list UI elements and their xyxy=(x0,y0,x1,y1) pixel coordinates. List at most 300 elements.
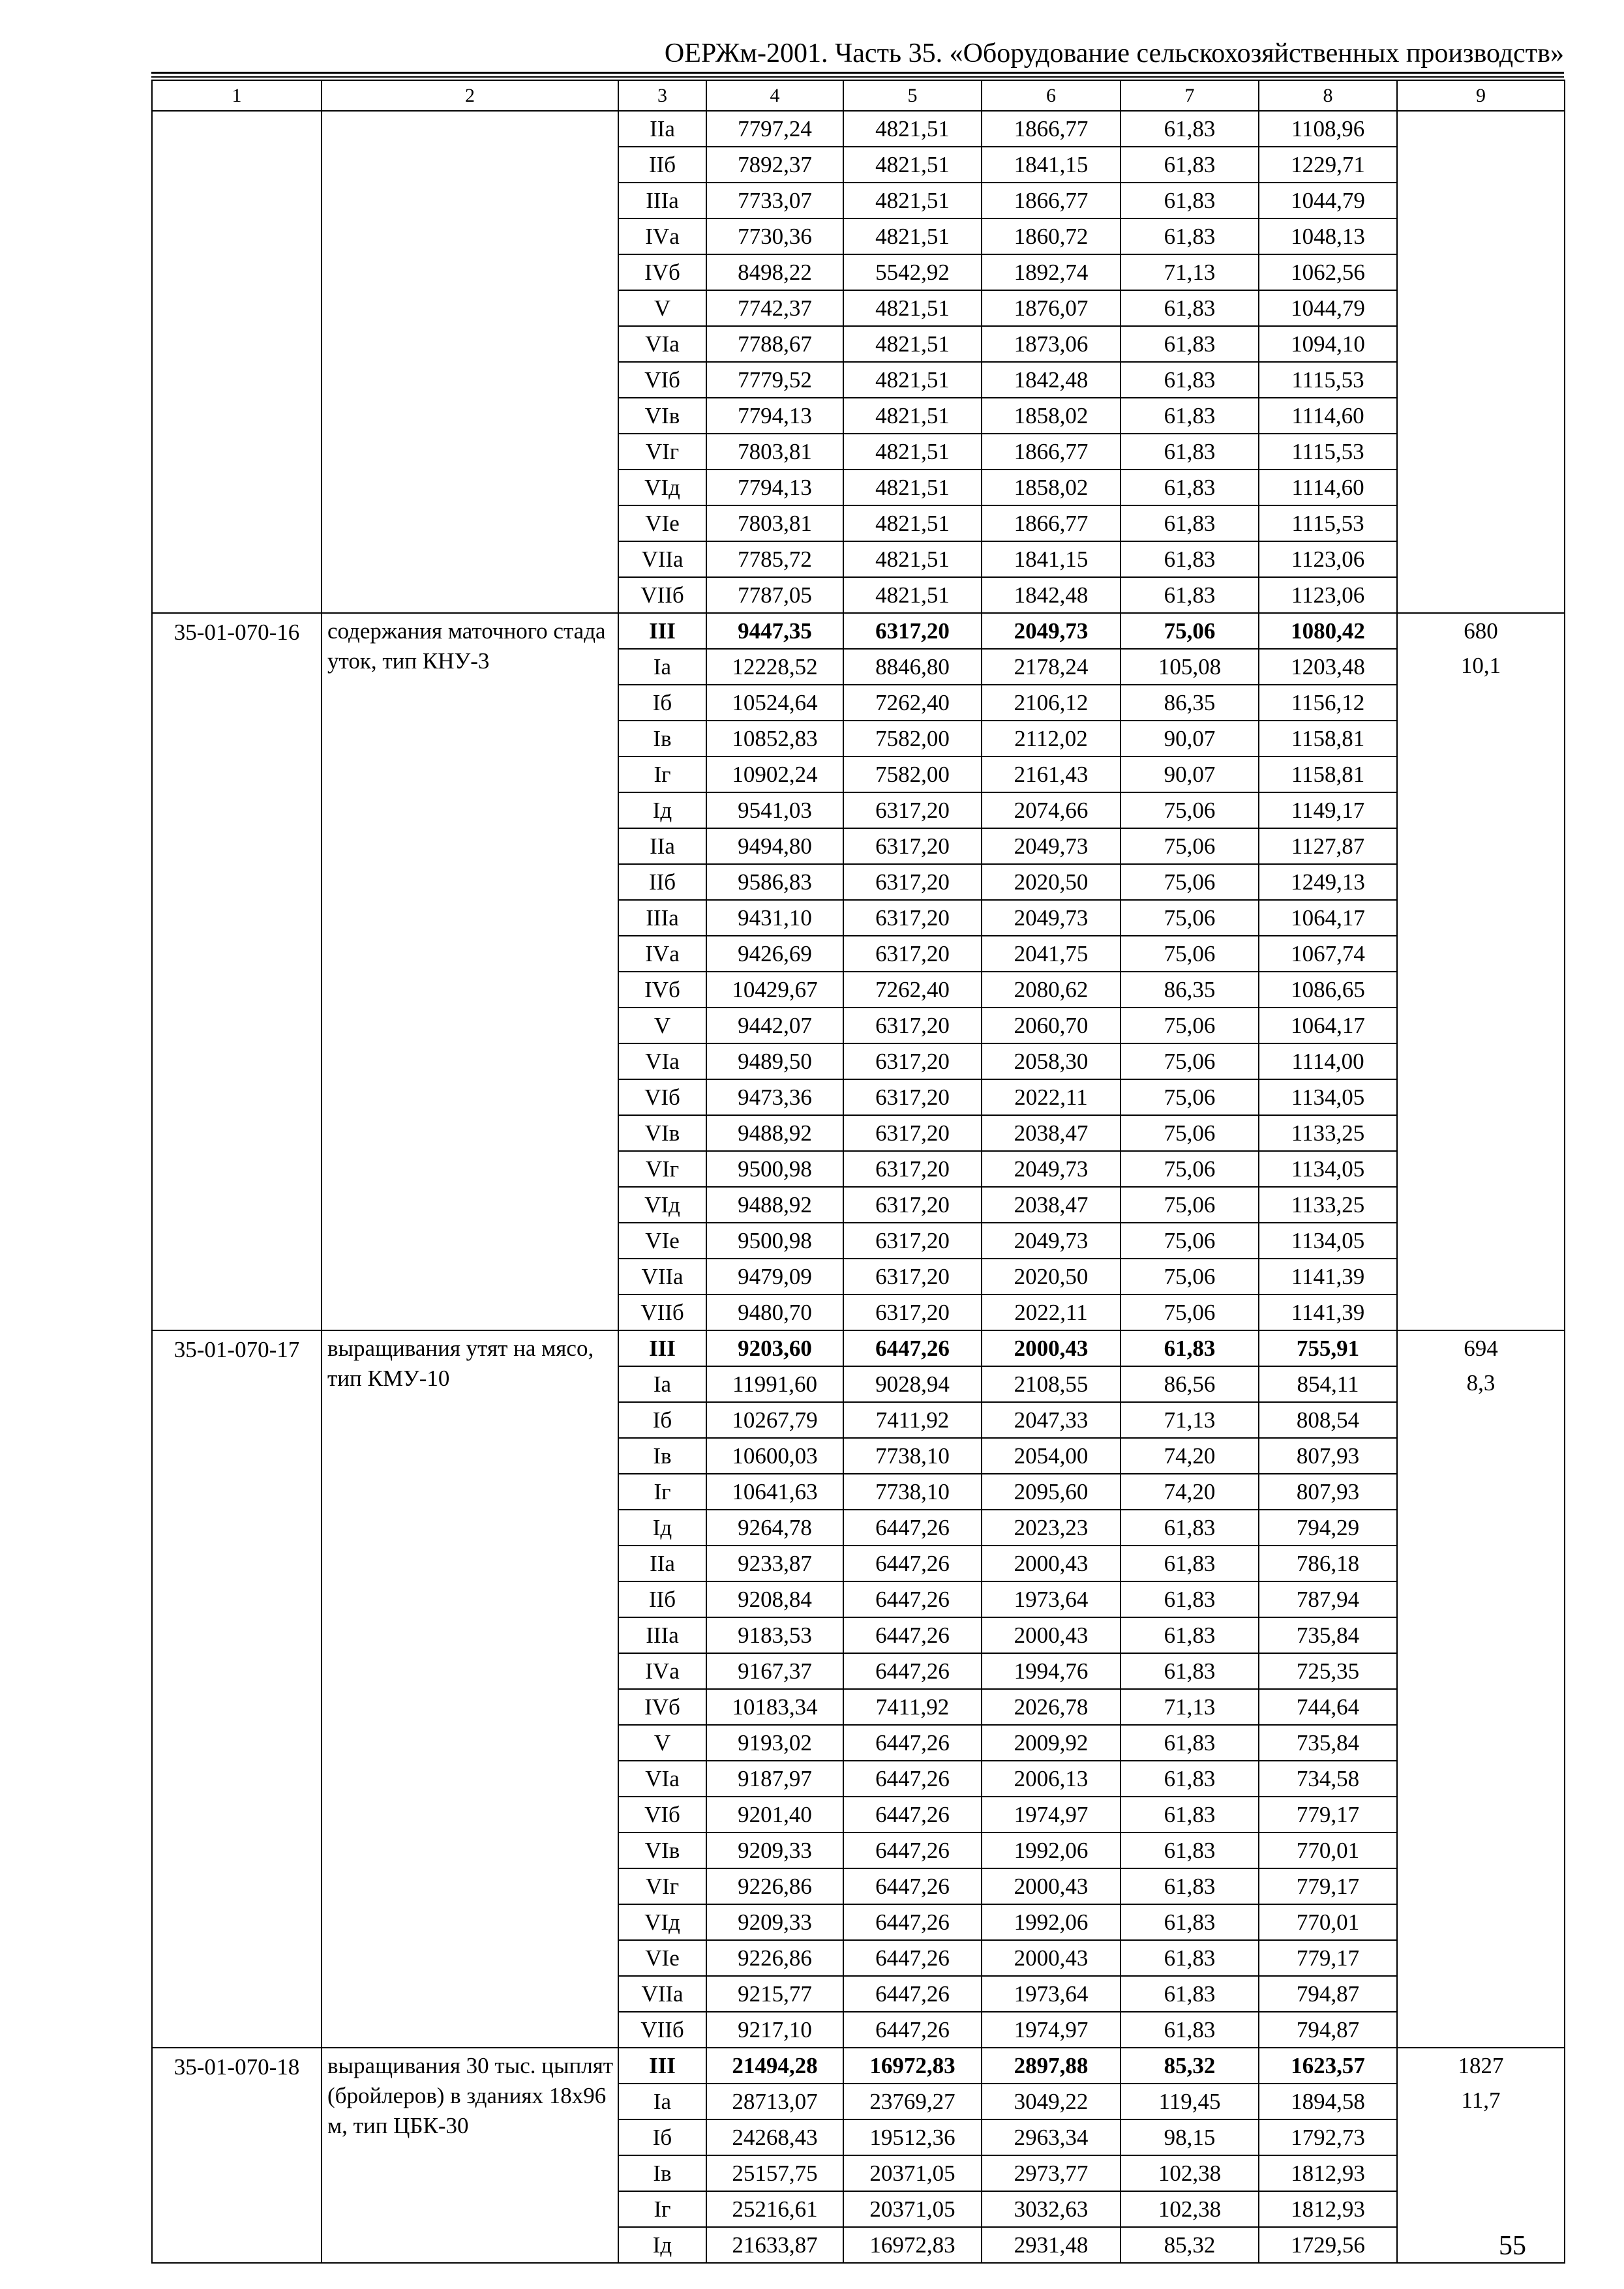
wage-machinist-cell: 61,83 xyxy=(1120,1940,1259,1976)
total-cell: 10600,03 xyxy=(706,1438,843,1474)
column-number: 7 xyxy=(1120,80,1259,111)
wage-machinist-cell: 61,83 xyxy=(1120,290,1259,326)
wage-cell: 20371,05 xyxy=(843,2191,982,2227)
zone-cell: VIIб xyxy=(618,2012,706,2048)
material-cell: 725,35 xyxy=(1259,1653,1397,1689)
machine-cell: 2049,73 xyxy=(982,828,1120,864)
wage-machinist-cell: 86,35 xyxy=(1120,685,1259,721)
column-number: 3 xyxy=(618,80,706,111)
machine-cell: 2026,78 xyxy=(982,1689,1120,1725)
material-cell: 1123,06 xyxy=(1259,541,1397,577)
wage-cell: 6317,20 xyxy=(843,900,982,936)
material-cell: 794,87 xyxy=(1259,1976,1397,2012)
machine-cell: 2041,75 xyxy=(982,936,1120,972)
zone-cell: Iб xyxy=(618,1402,706,1438)
zone-cell: Iа xyxy=(618,1366,706,1402)
material-cell: 770,01 xyxy=(1259,1904,1397,1940)
table-row xyxy=(152,613,1565,649)
extra-value: 1827 xyxy=(1458,2053,1504,2078)
total-cell: 7794,13 xyxy=(706,470,843,505)
wage-machinist-cell: 75,06 xyxy=(1120,1294,1259,1330)
extra-value: 694 xyxy=(1464,1336,1498,1361)
total-cell: 9479,09 xyxy=(706,1259,843,1294)
total-cell: 9473,36 xyxy=(706,1079,843,1115)
header-rule-thin xyxy=(151,76,1564,78)
wage-cell: 4821,51 xyxy=(843,290,982,326)
wage-cell: 6447,26 xyxy=(843,2012,982,2048)
zone-cell: IIа xyxy=(618,828,706,864)
wage-cell: 6447,26 xyxy=(843,1330,982,1366)
wage-cell: 4821,51 xyxy=(843,541,982,577)
wage-machinist-cell: 61,83 xyxy=(1120,1581,1259,1617)
machine-cell: 2060,70 xyxy=(982,1008,1120,1043)
material-cell: 794,29 xyxy=(1259,1510,1397,1546)
material-cell: 1149,17 xyxy=(1259,792,1397,828)
material-cell: 794,87 xyxy=(1259,2012,1397,2048)
machine-cell: 2963,34 xyxy=(982,2119,1120,2155)
machine-cell: 1973,64 xyxy=(982,1976,1120,2012)
wage-cell: 4821,51 xyxy=(843,218,982,254)
material-cell: 1158,81 xyxy=(1259,756,1397,792)
machine-cell: 1866,77 xyxy=(982,183,1120,218)
total-cell: 21494,28 xyxy=(706,2048,843,2084)
material-cell: 1086,65 xyxy=(1259,972,1397,1008)
material-cell: 1114,60 xyxy=(1259,398,1397,434)
wage-machinist-cell: 75,06 xyxy=(1120,828,1259,864)
wage-cell: 6317,20 xyxy=(843,1259,982,1294)
zone-cell: VIа xyxy=(618,326,706,362)
wage-machinist-cell: 61,83 xyxy=(1120,1653,1259,1689)
material-cell: 1044,79 xyxy=(1259,183,1397,218)
material-cell: 1115,53 xyxy=(1259,505,1397,541)
wage-cell: 6447,26 xyxy=(843,1868,982,1904)
material-cell: 1044,79 xyxy=(1259,290,1397,326)
total-cell: 10852,83 xyxy=(706,721,843,756)
material-cell: 1812,93 xyxy=(1259,2155,1397,2191)
machine-cell: 2058,30 xyxy=(982,1043,1120,1079)
total-cell: 24268,43 xyxy=(706,2119,843,2155)
machine-cell: 2000,43 xyxy=(982,1546,1120,1581)
wage-machinist-cell: 61,83 xyxy=(1120,362,1259,398)
wage-machinist-cell: 71,13 xyxy=(1120,254,1259,290)
wage-machinist-cell: 102,38 xyxy=(1120,2191,1259,2227)
description-cell: содержания маточного стада уток, тип КНУ-3 xyxy=(322,613,618,1330)
zone-cell: VIд xyxy=(618,1187,706,1223)
code-cell: 35-01-070-17 xyxy=(152,1330,322,2048)
wage-machinist-cell: 61,83 xyxy=(1120,398,1259,434)
wage-cell: 19512,36 xyxy=(843,2119,982,2155)
machine-cell: 2000,43 xyxy=(982,1940,1120,1976)
wage-machinist-cell: 61,83 xyxy=(1120,1904,1259,1940)
table-body xyxy=(152,80,1565,2263)
total-cell: 9500,98 xyxy=(706,1151,843,1187)
material-cell: 807,93 xyxy=(1259,1438,1397,1474)
total-cell: 9488,92 xyxy=(706,1115,843,1151)
wage-cell: 6317,20 xyxy=(843,1294,982,1330)
machine-cell: 2080,62 xyxy=(982,972,1120,1008)
extra-cell xyxy=(1397,111,1565,613)
machine-cell: 2112,02 xyxy=(982,721,1120,756)
machine-cell: 2006,13 xyxy=(982,1761,1120,1797)
wage-machinist-cell: 61,83 xyxy=(1120,1330,1259,1366)
description-cell: выращивания утят на мясо, тип КМУ-10 xyxy=(322,1330,618,2048)
machine-cell: 2020,50 xyxy=(982,864,1120,900)
zone-cell: Iа xyxy=(618,649,706,685)
machine-cell: 2000,43 xyxy=(982,1330,1120,1366)
material-cell: 1080,42 xyxy=(1259,613,1397,649)
machine-cell: 2022,11 xyxy=(982,1294,1120,1330)
extra-value: 10,1 xyxy=(1460,653,1501,678)
material-cell: 1156,12 xyxy=(1259,685,1397,721)
total-cell: 9442,07 xyxy=(706,1008,843,1043)
extra-value: 11,7 xyxy=(1461,2087,1501,2113)
total-cell: 10267,79 xyxy=(706,1402,843,1438)
total-cell: 25216,61 xyxy=(706,2191,843,2227)
wage-machinist-cell: 61,83 xyxy=(1120,434,1259,470)
zone-cell: VIа xyxy=(618,1761,706,1797)
total-cell: 10902,24 xyxy=(706,756,843,792)
wage-machinist-cell: 75,06 xyxy=(1120,864,1259,900)
zone-cell: VIа xyxy=(618,1043,706,1079)
wage-cell: 7582,00 xyxy=(843,721,982,756)
machine-cell: 1866,77 xyxy=(982,434,1120,470)
material-cell: 1114,00 xyxy=(1259,1043,1397,1079)
zone-cell: Iд xyxy=(618,1510,706,1546)
wage-cell: 4821,51 xyxy=(843,147,982,183)
total-cell: 9586,83 xyxy=(706,864,843,900)
column-number: 1 xyxy=(152,80,322,111)
machine-cell: 2897,88 xyxy=(982,2048,1120,2084)
zone-cell: IIIа xyxy=(618,1617,706,1653)
material-cell: 1134,05 xyxy=(1259,1151,1397,1187)
machine-cell: 3032,63 xyxy=(982,2191,1120,2227)
zone-cell: VIг xyxy=(618,1151,706,1187)
zone-cell: VIб xyxy=(618,362,706,398)
material-cell: 808,54 xyxy=(1259,1402,1397,1438)
zone-cell: VIб xyxy=(618,1079,706,1115)
zone-cell: V xyxy=(618,290,706,326)
wage-cell: 6447,26 xyxy=(843,1510,982,1546)
wage-cell: 6447,26 xyxy=(843,1581,982,1617)
wage-cell: 6317,20 xyxy=(843,1043,982,1079)
wage-cell: 7738,10 xyxy=(843,1474,982,1510)
wage-machinist-cell: 86,56 xyxy=(1120,1366,1259,1402)
machine-cell: 2000,43 xyxy=(982,1617,1120,1653)
machine-cell: 2074,66 xyxy=(982,792,1120,828)
total-cell: 21633,87 xyxy=(706,2227,843,2263)
wage-machinist-cell: 75,06 xyxy=(1120,1259,1259,1294)
machine-cell: 1992,06 xyxy=(982,1904,1120,1940)
zone-cell: Iв xyxy=(618,1438,706,1474)
total-cell: 7785,72 xyxy=(706,541,843,577)
wage-cell: 7262,40 xyxy=(843,685,982,721)
zone-cell: IIIа xyxy=(618,183,706,218)
machine-cell: 2022,11 xyxy=(982,1079,1120,1115)
wage-machinist-cell: 61,83 xyxy=(1120,1510,1259,1546)
extra-value: 680 xyxy=(1464,618,1498,644)
machine-cell: 2049,73 xyxy=(982,900,1120,936)
total-cell: 9447,35 xyxy=(706,613,843,649)
machine-cell: 2095,60 xyxy=(982,1474,1120,1510)
wage-cell: 4821,51 xyxy=(843,577,982,613)
zone-cell: III xyxy=(618,1330,706,1366)
total-cell: 12228,52 xyxy=(706,649,843,685)
material-cell: 787,94 xyxy=(1259,1581,1397,1617)
wage-machinist-cell: 61,83 xyxy=(1120,2012,1259,2048)
total-cell: 9193,02 xyxy=(706,1725,843,1761)
total-cell: 10641,63 xyxy=(706,1474,843,1510)
material-cell: 1094,10 xyxy=(1259,326,1397,362)
total-cell: 7733,07 xyxy=(706,183,843,218)
zone-cell: IVб xyxy=(618,972,706,1008)
wage-machinist-cell: 75,06 xyxy=(1120,792,1259,828)
machine-cell: 2038,47 xyxy=(982,1115,1120,1151)
wage-machinist-cell: 61,83 xyxy=(1120,1868,1259,1904)
material-cell: 1134,05 xyxy=(1259,1223,1397,1259)
machine-cell: 2023,23 xyxy=(982,1510,1120,1546)
material-cell: 779,17 xyxy=(1259,1868,1397,1904)
total-cell: 11991,60 xyxy=(706,1366,843,1402)
zone-cell: VIе xyxy=(618,505,706,541)
wage-machinist-cell: 61,83 xyxy=(1120,326,1259,362)
zone-cell: VIг xyxy=(618,434,706,470)
wage-cell: 6317,20 xyxy=(843,1008,982,1043)
wage-cell: 4821,51 xyxy=(843,183,982,218)
wage-cell: 9028,94 xyxy=(843,1366,982,1402)
machine-cell: 1892,74 xyxy=(982,254,1120,290)
material-cell: 779,17 xyxy=(1259,1797,1397,1833)
machine-cell: 2178,24 xyxy=(982,649,1120,685)
wage-cell: 6317,20 xyxy=(843,1151,982,1187)
wage-cell: 5542,92 xyxy=(843,254,982,290)
machine-cell: 2106,12 xyxy=(982,685,1120,721)
table-row xyxy=(152,2048,1565,2084)
machine-cell: 2049,73 xyxy=(982,613,1120,649)
wage-machinist-cell: 102,38 xyxy=(1120,2155,1259,2191)
machine-cell: 2049,73 xyxy=(982,1151,1120,1187)
machine-cell: 2108,55 xyxy=(982,1366,1120,1402)
wage-machinist-cell: 61,83 xyxy=(1120,1976,1259,2012)
machine-cell: 2049,73 xyxy=(982,1223,1120,1259)
wage-cell: 23769,27 xyxy=(843,2084,982,2119)
wage-cell: 7411,92 xyxy=(843,1689,982,1725)
zone-cell: V xyxy=(618,1725,706,1761)
wage-machinist-cell: 75,06 xyxy=(1120,1187,1259,1223)
zone-cell: Iд xyxy=(618,2227,706,2263)
wage-cell: 6317,20 xyxy=(843,613,982,649)
zone-cell: Iв xyxy=(618,721,706,756)
zone-cell: Iб xyxy=(618,2119,706,2155)
material-cell: 1623,57 xyxy=(1259,2048,1397,2084)
wage-machinist-cell: 74,20 xyxy=(1120,1438,1259,1474)
zone-cell: VIв xyxy=(618,398,706,434)
zone-cell: III xyxy=(618,2048,706,2084)
wage-cell: 7582,00 xyxy=(843,756,982,792)
machine-cell: 1841,15 xyxy=(982,541,1120,577)
machine-cell: 1876,07 xyxy=(982,290,1120,326)
zone-cell: VIв xyxy=(618,1115,706,1151)
material-cell: 755,91 xyxy=(1259,1330,1397,1366)
table-row xyxy=(152,1330,1565,1366)
wage-cell: 8846,80 xyxy=(843,649,982,685)
machine-cell: 1842,48 xyxy=(982,577,1120,613)
wage-machinist-cell: 61,83 xyxy=(1120,505,1259,541)
wage-machinist-cell: 75,06 xyxy=(1120,1223,1259,1259)
zone-cell: IIа xyxy=(618,111,706,147)
total-cell: 9187,97 xyxy=(706,1761,843,1797)
material-cell: 1108,96 xyxy=(1259,111,1397,147)
wage-cell: 16972,83 xyxy=(843,2227,982,2263)
wage-cell: 4821,51 xyxy=(843,362,982,398)
extra-value: 8,3 xyxy=(1466,1370,1496,1396)
zone-cell: VIб xyxy=(618,1797,706,1833)
total-cell: 9541,03 xyxy=(706,792,843,828)
machine-cell: 1974,97 xyxy=(982,2012,1120,2048)
wage-machinist-cell: 75,06 xyxy=(1120,900,1259,936)
wage-machinist-cell: 75,06 xyxy=(1120,1115,1259,1151)
machine-cell: 1873,06 xyxy=(982,326,1120,362)
wage-machinist-cell: 61,83 xyxy=(1120,183,1259,218)
wage-machinist-cell: 75,06 xyxy=(1120,1079,1259,1115)
total-cell: 9489,50 xyxy=(706,1043,843,1079)
material-cell: 1141,39 xyxy=(1259,1294,1397,1330)
material-cell: 779,17 xyxy=(1259,1940,1397,1976)
page-number: 55 xyxy=(1499,2231,1526,2261)
total-cell: 7730,36 xyxy=(706,218,843,254)
machine-cell: 1992,06 xyxy=(982,1833,1120,1868)
total-cell: 10183,34 xyxy=(706,1689,843,1725)
zone-cell: IVа xyxy=(618,218,706,254)
code-cell xyxy=(152,111,322,613)
machine-cell: 1860,72 xyxy=(982,218,1120,254)
wage-machinist-cell: 74,20 xyxy=(1120,1474,1259,1510)
wage-machinist-cell: 61,83 xyxy=(1120,577,1259,613)
wage-cell: 7411,92 xyxy=(843,1402,982,1438)
wage-machinist-cell: 61,83 xyxy=(1120,1725,1259,1761)
material-cell: 735,84 xyxy=(1259,1617,1397,1653)
extra-cell xyxy=(1397,1330,1565,2048)
total-cell: 9208,84 xyxy=(706,1581,843,1617)
material-cell: 1158,81 xyxy=(1259,721,1397,756)
zone-cell: IIа xyxy=(618,1546,706,1581)
machine-cell: 1866,77 xyxy=(982,505,1120,541)
material-cell: 1115,53 xyxy=(1259,434,1397,470)
zone-cell: VIв xyxy=(618,1833,706,1868)
column-number: 8 xyxy=(1259,80,1397,111)
total-cell: 7787,05 xyxy=(706,577,843,613)
wage-cell: 6447,26 xyxy=(843,1546,982,1581)
material-cell: 1141,39 xyxy=(1259,1259,1397,1294)
wage-cell: 4821,51 xyxy=(843,398,982,434)
machine-cell: 2009,92 xyxy=(982,1725,1120,1761)
wage-machinist-cell: 61,83 xyxy=(1120,1833,1259,1868)
wage-cell: 6317,20 xyxy=(843,1187,982,1223)
material-cell: 770,01 xyxy=(1259,1833,1397,1868)
zone-cell: IVб xyxy=(618,254,706,290)
zone-cell: VIе xyxy=(618,1223,706,1259)
total-cell: 9183,53 xyxy=(706,1617,843,1653)
total-cell: 7779,52 xyxy=(706,362,843,398)
zone-cell: VIIа xyxy=(618,1259,706,1294)
material-cell: 735,84 xyxy=(1259,1725,1397,1761)
machine-cell: 2054,00 xyxy=(982,1438,1120,1474)
material-cell: 734,58 xyxy=(1259,1761,1397,1797)
machine-cell: 1858,02 xyxy=(982,470,1120,505)
total-cell: 9488,92 xyxy=(706,1187,843,1223)
extra-cell xyxy=(1397,613,1565,1330)
wage-cell: 6447,26 xyxy=(843,1725,982,1761)
total-cell: 9494,80 xyxy=(706,828,843,864)
machine-cell: 2161,43 xyxy=(982,756,1120,792)
total-cell: 7742,37 xyxy=(706,290,843,326)
machine-cell: 1973,64 xyxy=(982,1581,1120,1617)
total-cell: 9217,10 xyxy=(706,2012,843,2048)
column-number: 6 xyxy=(982,80,1120,111)
zone-cell: IIб xyxy=(618,1581,706,1617)
wage-cell: 4821,51 xyxy=(843,505,982,541)
zone-cell: VIе xyxy=(618,1940,706,1976)
wage-cell: 6317,20 xyxy=(843,1223,982,1259)
wage-machinist-cell: 90,07 xyxy=(1120,756,1259,792)
machine-cell: 1866,77 xyxy=(982,111,1120,147)
zone-cell: VIд xyxy=(618,470,706,505)
zone-cell: Iв xyxy=(618,2155,706,2191)
wage-machinist-cell: 75,06 xyxy=(1120,1043,1259,1079)
zone-cell: IIб xyxy=(618,147,706,183)
material-cell: 1115,53 xyxy=(1259,362,1397,398)
zone-cell: VIг xyxy=(618,1868,706,1904)
zone-cell: V xyxy=(618,1008,706,1043)
wage-machinist-cell: 71,13 xyxy=(1120,1402,1259,1438)
wage-cell: 6317,20 xyxy=(843,828,982,864)
extra-cell xyxy=(1397,2048,1565,2263)
wage-cell: 20371,05 xyxy=(843,2155,982,2191)
wage-cell: 6447,26 xyxy=(843,1617,982,1653)
material-cell: 1133,25 xyxy=(1259,1187,1397,1223)
machine-cell: 1858,02 xyxy=(982,398,1120,434)
zone-cell: Iб xyxy=(618,685,706,721)
wage-cell: 6317,20 xyxy=(843,936,982,972)
wage-cell: 7738,10 xyxy=(843,1438,982,1474)
wage-machinist-cell: 86,35 xyxy=(1120,972,1259,1008)
wage-cell: 7262,40 xyxy=(843,972,982,1008)
wage-machinist-cell: 105,08 xyxy=(1120,649,1259,685)
material-cell: 1729,56 xyxy=(1259,2227,1397,2263)
total-cell: 10429,67 xyxy=(706,972,843,1008)
total-cell: 10524,64 xyxy=(706,685,843,721)
material-cell: 1048,13 xyxy=(1259,218,1397,254)
machine-cell: 2931,48 xyxy=(982,2227,1120,2263)
column-number: 5 xyxy=(843,80,982,111)
zone-cell: Iа xyxy=(618,2084,706,2119)
wage-machinist-cell: 85,32 xyxy=(1120,2227,1259,2263)
wage-machinist-cell: 61,83 xyxy=(1120,1797,1259,1833)
machine-cell: 2038,47 xyxy=(982,1187,1120,1223)
total-cell: 9167,37 xyxy=(706,1653,843,1689)
total-cell: 9500,98 xyxy=(706,1223,843,1259)
total-cell: 7788,67 xyxy=(706,326,843,362)
material-cell: 1134,05 xyxy=(1259,1079,1397,1115)
total-cell: 9209,33 xyxy=(706,1904,843,1940)
wage-machinist-cell: 98,15 xyxy=(1120,2119,1259,2155)
total-cell: 9431,10 xyxy=(706,900,843,936)
total-cell: 9209,33 xyxy=(706,1833,843,1868)
total-cell: 9201,40 xyxy=(706,1797,843,1833)
material-cell: 744,64 xyxy=(1259,1689,1397,1725)
total-cell: 9480,70 xyxy=(706,1294,843,1330)
description-cell xyxy=(322,111,618,613)
column-number: 9 xyxy=(1397,80,1565,111)
